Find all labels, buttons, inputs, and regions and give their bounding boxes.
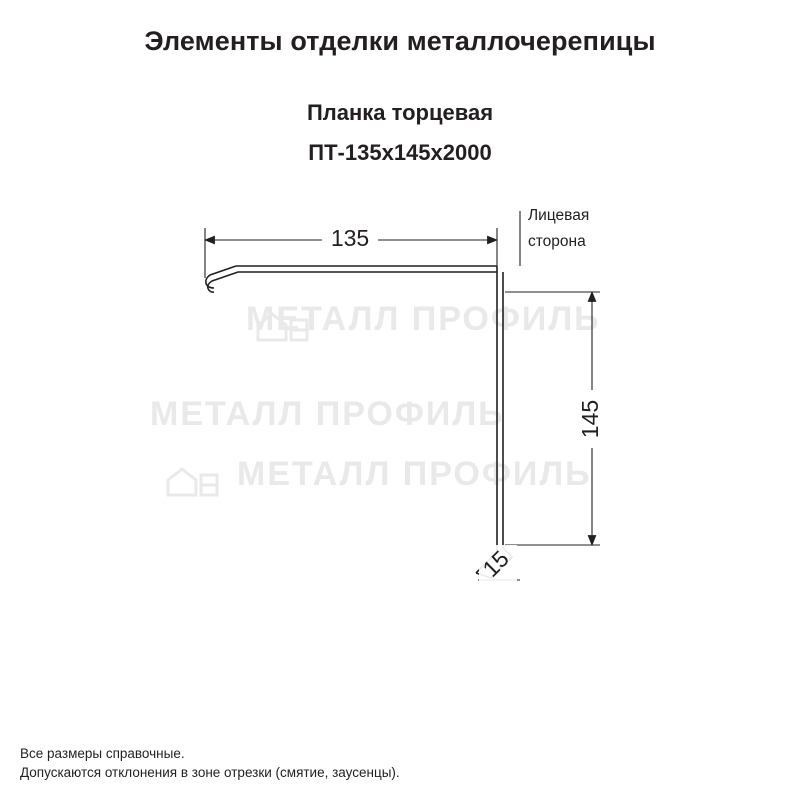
page-title: Элементы отделки металлочерепицы: [144, 26, 656, 56]
footnotes: [20, 744, 400, 782]
face-side-label-line2: сторона: [528, 233, 586, 250]
watermark-text-3: МЕТАЛЛ ПРОФИЛЬ: [237, 455, 592, 493]
dimension-bottom: [477, 545, 520, 583]
watermark-text-2: МЕТАЛЛ ПРОФИЛЬ: [150, 395, 505, 433]
dimension-top-value: 135: [330, 225, 370, 252]
product-name: Планка торцевая: [306, 100, 494, 125]
footnote-line-2: Допускаются отклонения в зоне отрезки (смятие, заусенцы).: [20, 765, 400, 780]
dimension-right: [505, 292, 618, 545]
product-code: ПТ-135x145x2000: [308, 140, 492, 165]
face-side-label-line1: Лицевая: [528, 207, 590, 224]
footnote-line-1: Все размеры справочные.: [20, 746, 185, 761]
face-side-callout: [520, 207, 589, 266]
dimension-right-value: 145: [577, 399, 604, 439]
dimension-top: [205, 218, 497, 278]
dimension-bottom-value: 15: [477, 545, 514, 582]
profile-outline: [206, 266, 512, 578]
watermark-text-1: МЕТАЛЛ ПРОФИЛЬ: [246, 300, 601, 338]
